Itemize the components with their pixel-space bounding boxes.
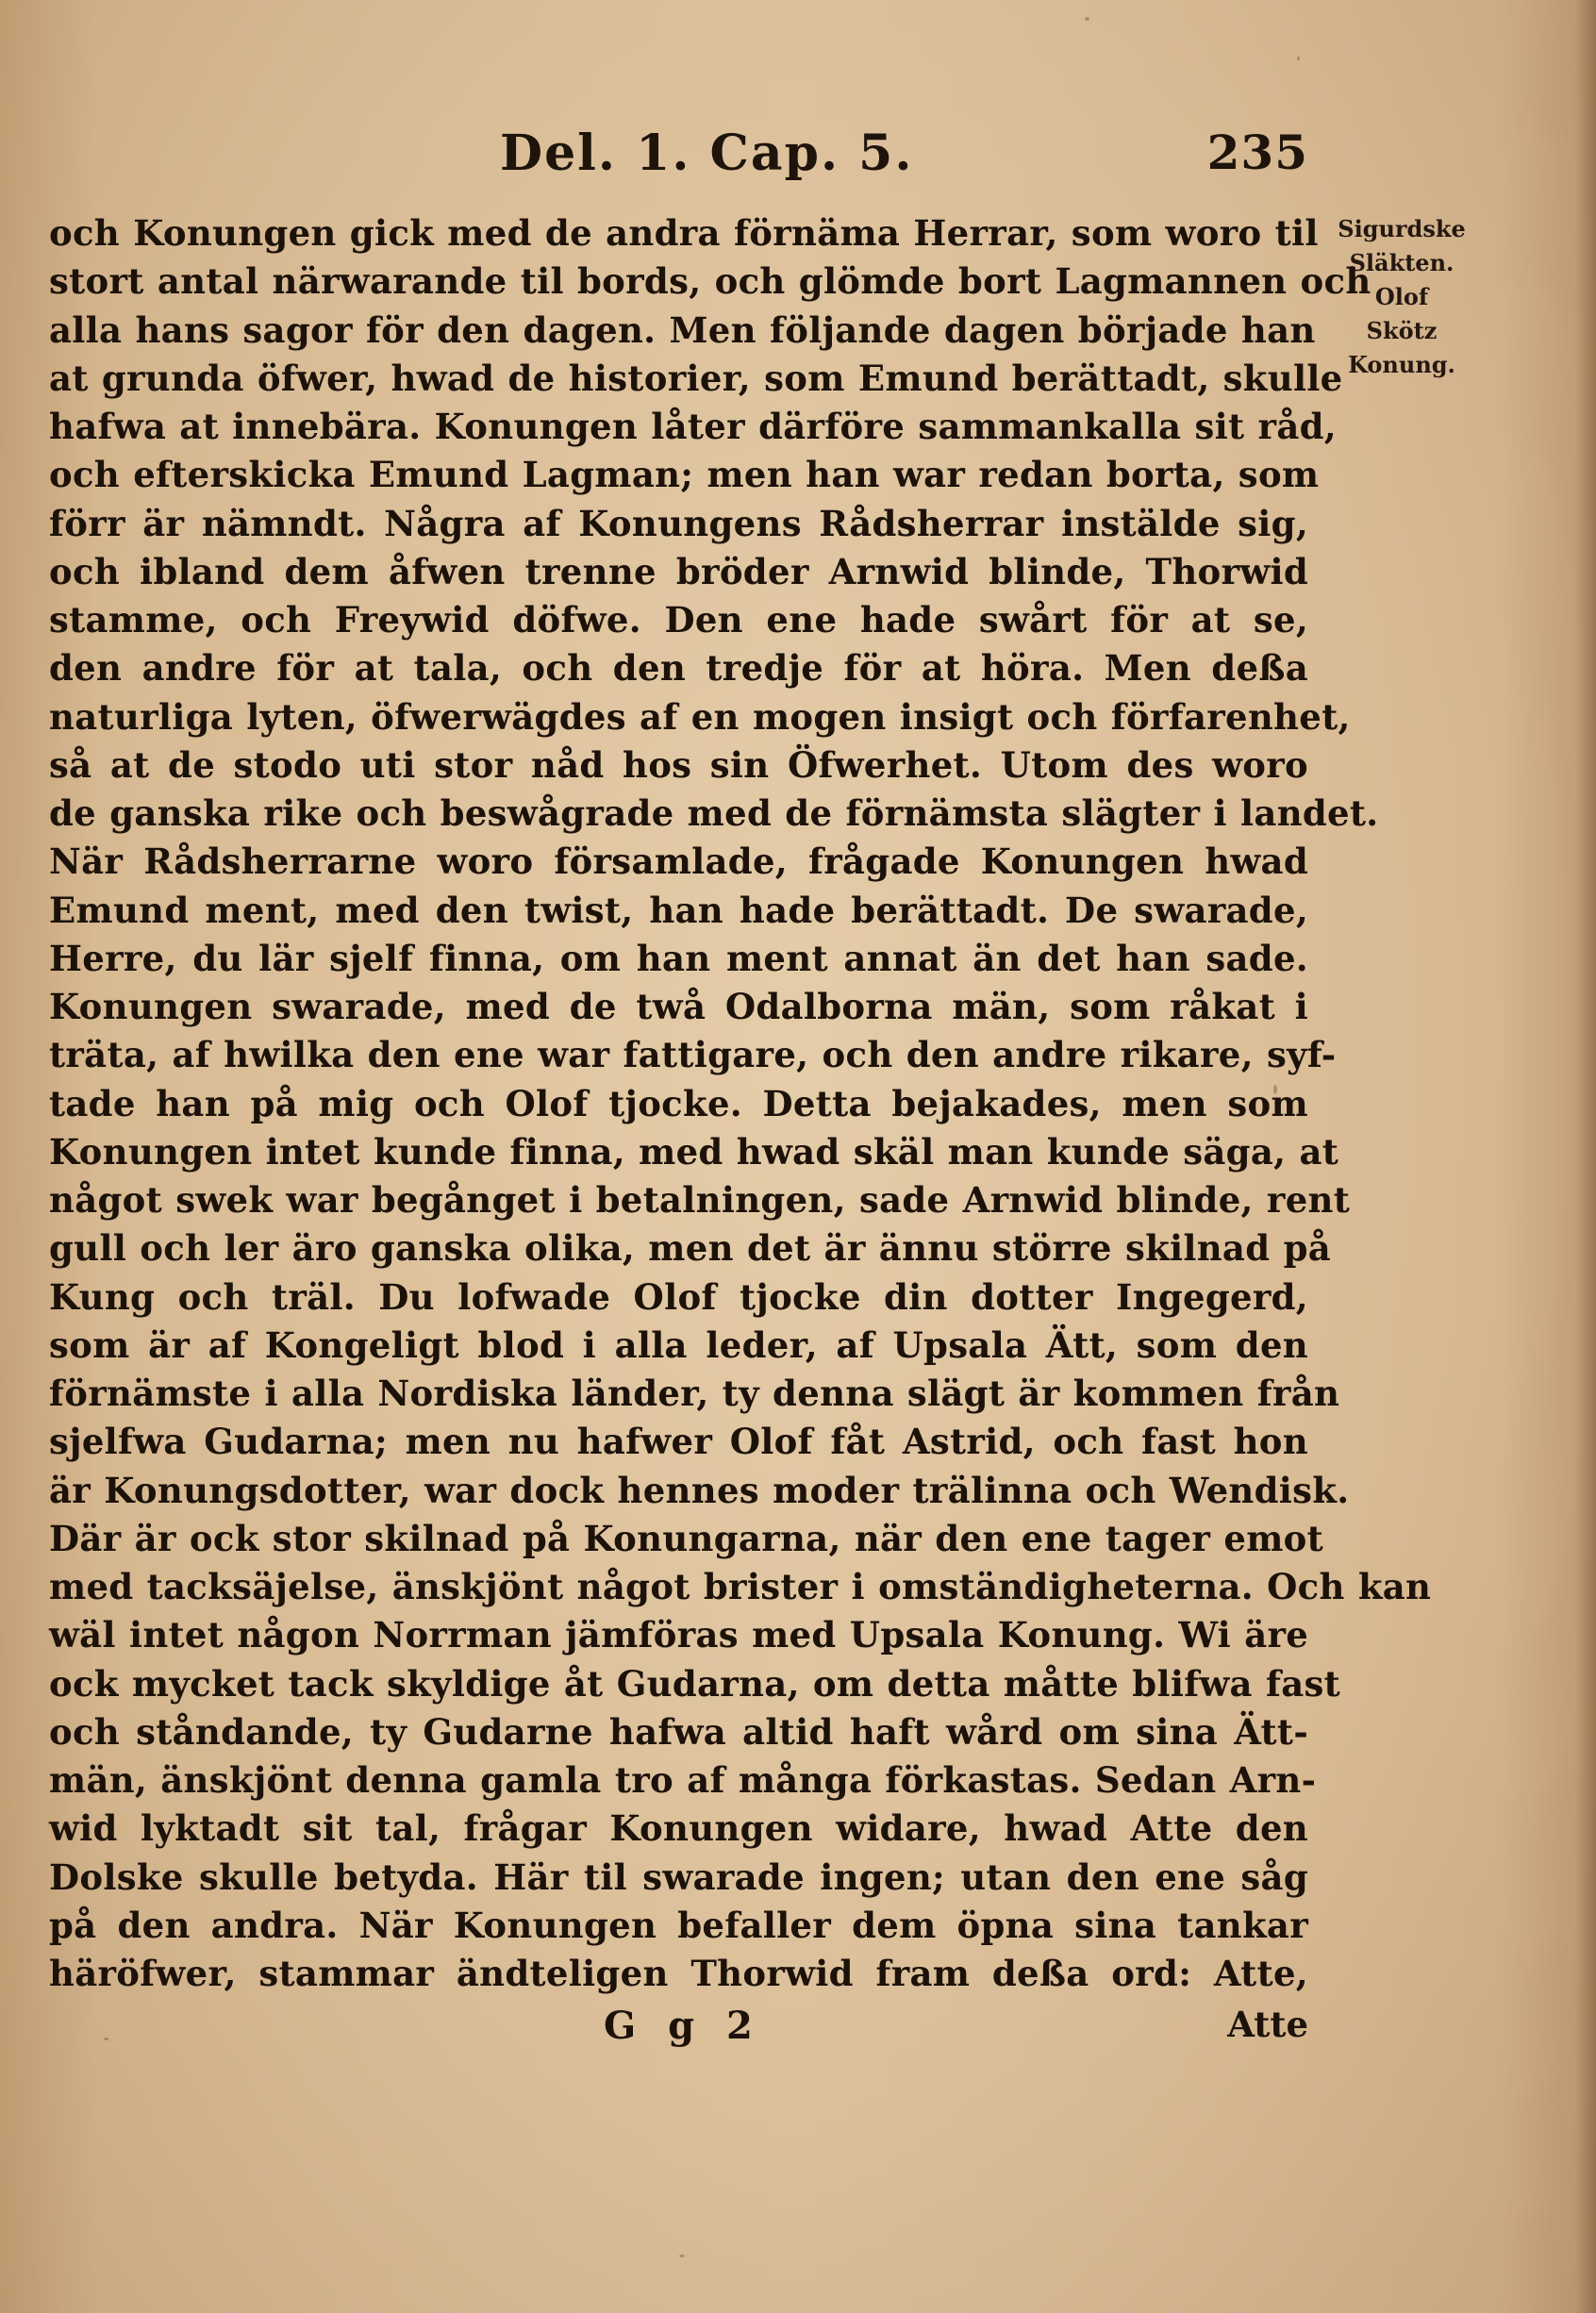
text-line: förnämste i alla Nordiska länder, ty denna slägt är kommen från xyxy=(49,1373,1340,1414)
text-line: Herre, du lär sjelf finna, om han ment annat än det han sade. xyxy=(49,937,1308,979)
page-number: 235 xyxy=(1206,125,1308,180)
page-footer xyxy=(49,2004,1308,2060)
margin-note-line: Skötz xyxy=(1366,317,1438,344)
text-line: wäl intet någon Norrman jämföras med Upsala Konung. Wi äre xyxy=(49,1614,1309,1656)
text-line: Emund ment, med den twist, han hade berättadt. De swarade, xyxy=(49,889,1308,931)
text-line: Dolske skulle betyda. Här til swarade ingen; utan den ene såg xyxy=(49,1855,1308,1898)
text-line: häröfwer, stammar ändteligen Thorwid fram deßa ord: Atte, xyxy=(49,1953,1308,1994)
text-line: at grunda öfwer, hwad de historier, som Emund berättadt, skulle xyxy=(49,357,1343,399)
text-line: naturliga lyten, öfwerwägdes af en mogen insigt och förfarenhet, xyxy=(49,695,1351,738)
text-line: gull och ler äro ganska olika, men det är ännu större skilnad på xyxy=(49,1227,1332,1270)
text-line: Konungen swarade, med de twå Odalborna män, som råkat i xyxy=(49,986,1308,1027)
paper-speck xyxy=(1297,57,1300,60)
text-line: förr är nämndt. Några af Konungens Rådsherrar instälde sig, xyxy=(49,502,1308,544)
text-line: och Konungen gick med de andra förnäma Herrar, som woro til xyxy=(49,212,1319,254)
text-line: och ståndande, ty Gudarne hafwa altid haft wård om sina Ätt- xyxy=(49,1710,1308,1753)
text-line: alla hans sagor för den dagen. Men följande dagen började han xyxy=(49,308,1316,351)
paper-speck xyxy=(104,2038,108,2040)
running-head: Del. 1. Cap. 5. xyxy=(500,125,914,182)
text-line: så at de stodo uti stor nåd hos sin Öfwerhet. Utom des woro xyxy=(49,743,1308,786)
text-line: är Konungsdotter, war dock hennes moder trälinna och Wendisk. xyxy=(49,1469,1350,1511)
text-line: de ganska rike och beswågrade med de förnämsta slägter i landet. xyxy=(49,792,1379,834)
paper-speck xyxy=(1273,1085,1277,1094)
signature-mark: G g 2 xyxy=(604,2004,762,2048)
text-line: män, änskjönt denna gamla tro af många förkastas. Sedan Arn- xyxy=(49,1759,1317,1801)
text-line: som är af Kongeligt blod i alla leder, af Upsala Ätt, som den xyxy=(49,1323,1308,1366)
margin-note-line: Släkten. xyxy=(1349,249,1455,276)
text-line: med tacksäjelse, änskjönt något brister i omständigheterna. Och kan xyxy=(49,1566,1432,1607)
page-header xyxy=(49,125,1308,191)
text-line: hafwa at innebära. Konungen låter därföre sammankalla sit råd, xyxy=(49,406,1337,447)
margin-note-line: Sigurdske xyxy=(1338,215,1466,242)
text-line: stamme, och Freywid döfwe. Den ene hade swårt för at se, xyxy=(49,599,1308,641)
text-line: och efterskicka Emund Lagman; men han war redan borta, som xyxy=(49,454,1320,496)
margin-note-line: Olof xyxy=(1374,283,1429,310)
text-line: stort antal närwarande til bords, och glömde bort Lagmannen och xyxy=(49,260,1372,303)
paper-speck xyxy=(1085,17,1089,21)
margin-note-line: Konung. xyxy=(1348,351,1455,378)
paper-speck xyxy=(679,2255,685,2257)
text-line: den andre för at tala, och den tredje för at höra. Men deßa xyxy=(49,647,1308,690)
text-line: tade han på mig och Olof tjocke. Detta bejakades, men som xyxy=(49,1082,1308,1124)
text-line: och ibland dem åfwen trenne bröder Arnwid blinde, Thorwid xyxy=(49,550,1308,592)
text-line: något swek war begånget i betalningen, sade Arnwid blinde, rent xyxy=(49,1179,1351,1221)
text-line: Kung och träl. Du lofwade Olof tjocke din dotter Ingegerd, xyxy=(49,1275,1308,1318)
text-line: träta, af hwilka den ene war fattigare, och den andre rikare, syf- xyxy=(49,1034,1337,1076)
text-line: wid lyktadt sit tal, frågar Konungen widare, hwad Atte den xyxy=(49,1807,1308,1850)
text-line: på den andra. När Konungen befaller dem öpna sina tankar xyxy=(49,1904,1308,1946)
catchword: Atte xyxy=(1227,2004,1308,2045)
text-line: ock mycket tack skyldige åt Gudarna, om detta måtte blifwa fast xyxy=(49,1662,1341,1705)
text-line: sjelfwa Gudarna; men nu hafwer Olof fåt Astrid, och fast hon xyxy=(49,1421,1308,1463)
text-line: Där är ock stor skilnad på Konungarna, när den ene tager emot xyxy=(49,1517,1324,1559)
text-line: När Rådsherrarne woro församlade, frågade Konungen hwad xyxy=(49,840,1308,883)
text-line: Konungen intet kunde finna, med hwad skäl man kunde säga, at xyxy=(49,1130,1339,1173)
